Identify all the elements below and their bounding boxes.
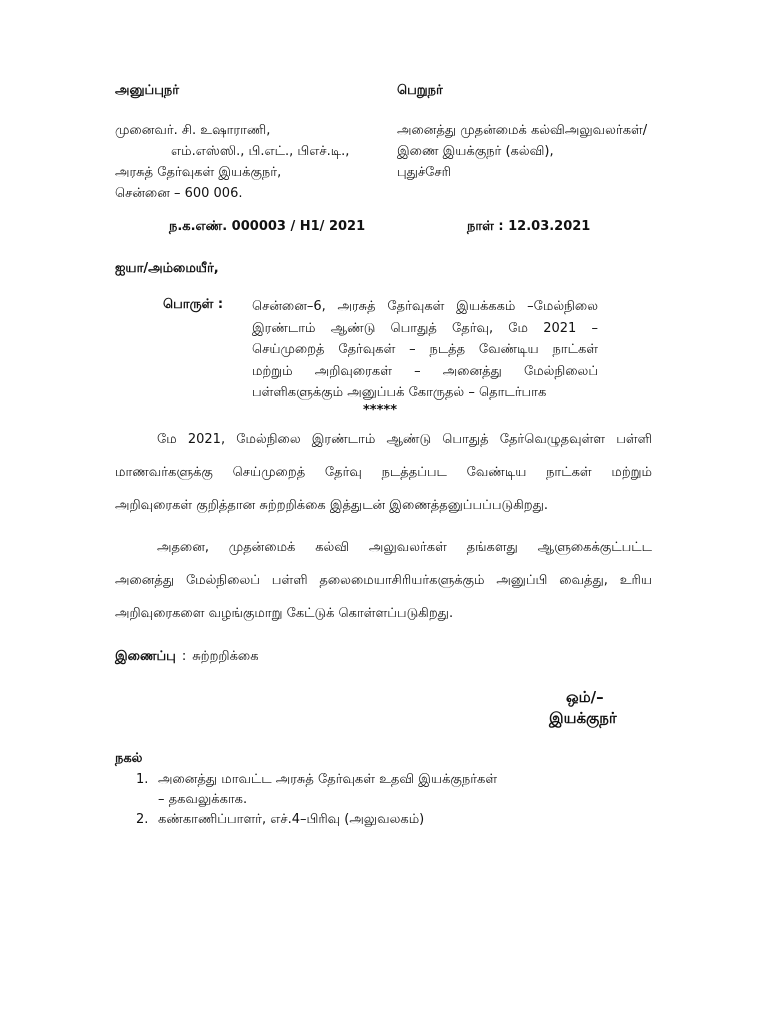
paragraph-line: அறிவுரைகள் குறித்தான சுற்றறிக்கை இத்துடன் இணைத்தனுப்பப்படுகிறது. xyxy=(115,498,549,513)
body-paragraph-2 xyxy=(115,531,652,630)
copy-list-item xyxy=(136,810,497,830)
enclosure xyxy=(115,648,259,666)
paragraph-line: மாணவர்களுக்கு செய்முறைத் தேர்வு நடத்தப்பட வேண்டிய நாட்கள் மற்றும் xyxy=(115,465,652,480)
sender-city: சென்னை – 600 006. xyxy=(115,186,243,201)
paragraph-line: அறிவுரைகளை வழங்குமாறு கேட்டுக் கொள்ளப்படுகிறது. xyxy=(115,606,454,621)
copy-list-item xyxy=(136,770,497,810)
from-heading: அனுப்புநர் xyxy=(115,83,180,98)
sender-designation: அரசுத் தேர்வுகள் இயக்குநர், xyxy=(115,165,282,180)
copy-list xyxy=(136,770,497,830)
recipient-line-1: அனைத்து முதன்மைக் கல்விஅலுவலர்கள்/ xyxy=(397,123,648,138)
signature-signed: ஒம்/– xyxy=(566,688,604,706)
paragraph-line: அனைத்து மேல்நிலைப் பள்ளி தலைமையாசிரியர்களுக்கும் அனுப்பி வைத்து, உரிய xyxy=(115,573,652,588)
copy-item-text: கண்காணிப்பாளர், எச்.4–பிரிவு (அலுவலகம்) xyxy=(158,812,425,827)
copy-item-number: 1. xyxy=(136,772,149,787)
paragraph-line: மே 2021, மேல்நிலை இரண்டாம் ஆண்டு பொதுத் தேர்வெழுதவுள்ள பள்ளி xyxy=(157,432,652,447)
subject-separator-stars: ***** xyxy=(363,403,397,418)
recipient-line-3: புதுச்சேரி xyxy=(397,165,451,180)
letter-date: நாள் : 12.03.2021 xyxy=(467,219,591,234)
sender-name: முனைவர். சி. உஷாராணி, xyxy=(115,123,271,138)
subject-line: மற்றும் அறிவுரைகள் – அனைத்து மேல்நிலைப் xyxy=(252,363,598,379)
copy-item-number: 2. xyxy=(136,812,149,827)
copy-item-text: அனைத்து மாவட்ட அரசுத் தேர்வுகள் உதவி இயக்குநர்கள் xyxy=(158,772,498,787)
copy-heading: நகல் xyxy=(115,751,143,766)
enclosure-colon: : xyxy=(181,649,187,664)
recipient-line-2: இணை இயக்குநர் (கல்வி), xyxy=(397,144,554,159)
reference-number: ந.க.எண். 000003 / H1/ 2021 xyxy=(169,219,366,234)
recipient-address xyxy=(397,120,647,183)
body-paragraph-1 xyxy=(115,423,652,522)
paragraph-line: அதனை, முதன்மைக் கல்வி அலுவலர்கள் தங்களது ஆளுகைக்குட்பட்ட xyxy=(157,540,652,555)
sender-address xyxy=(115,120,349,204)
subject-line: சென்னை–6, அரசுத் தேர்வுகள் இயக்ககம் –மேல்நிலை xyxy=(252,299,598,314)
copy-item-subtext: – தகவலுக்காக. xyxy=(158,792,248,807)
salutation: ஐயா/அம்மையீர், xyxy=(115,261,219,276)
subject-line: பள்ளிகளுக்கும் அனுப்பக் கோருதல் – தொடர்பாக xyxy=(252,385,547,400)
subject-label: பொருள் : xyxy=(163,297,224,312)
signature-designation: இயக்குநர் xyxy=(549,709,617,727)
enclosure-label: இணைப்பு xyxy=(115,649,176,664)
subject-line: செய்முறைத் தேர்வுகள் – நடத்த வேண்டிய நாட்கள் xyxy=(252,342,598,357)
sender-qualifications: எம்.எஸ்ஸி., பி.எட்., பிஎச்.டி., xyxy=(171,144,350,159)
enclosure-value: சுற்றறிக்கை xyxy=(192,649,259,664)
subject-text xyxy=(252,296,598,404)
subject-line: இரண்டாம் ஆண்டு பொதுத் தேர்வு, மே 2021 – xyxy=(252,320,598,336)
to-heading: பெறுநர் xyxy=(397,83,443,98)
